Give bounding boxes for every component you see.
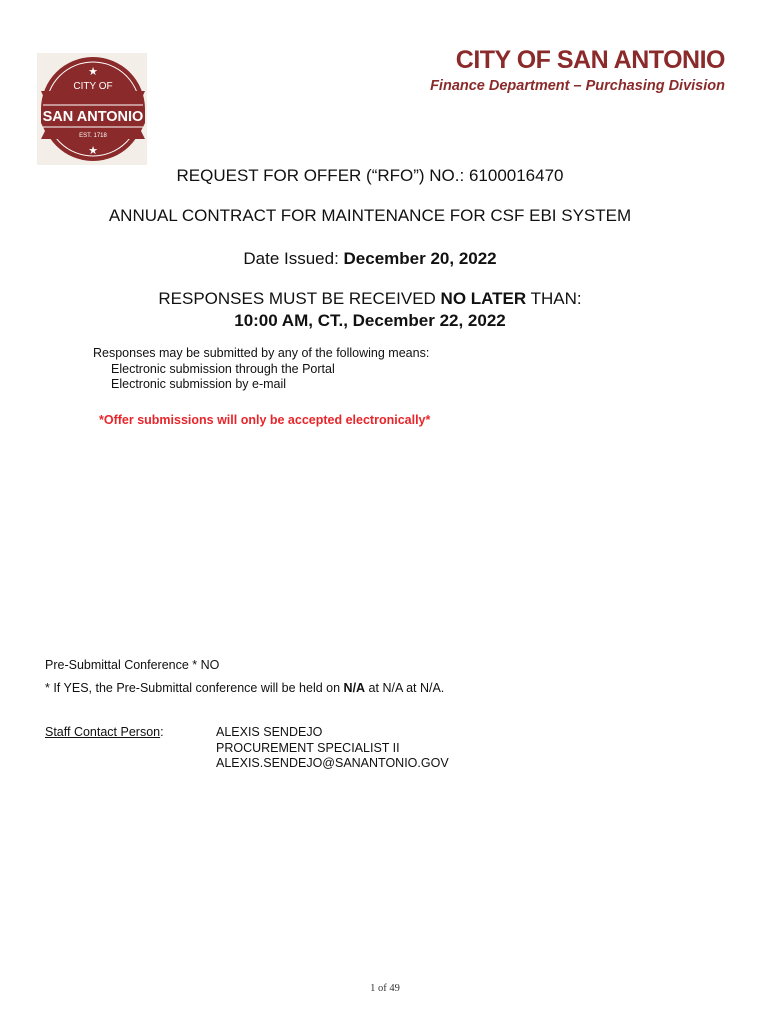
date-issued xyxy=(0,249,740,269)
date-value: December 20, 2022 xyxy=(343,249,497,268)
star-icon: ★ xyxy=(88,144,98,157)
contract-title: ANNUAL CONTRACT FOR MAINTENANCE FOR CSF EBI SYSTEM xyxy=(108,206,632,225)
submission-means xyxy=(93,346,429,393)
responses-deadline-heading xyxy=(0,289,740,309)
city-seal-logo xyxy=(37,53,147,165)
submission-method-email: Electronic submission by e-mail xyxy=(111,377,287,391)
responses-prefix: RESPONSES MUST BE RECEIVED xyxy=(158,289,441,308)
staff-contact-info xyxy=(216,725,449,772)
conference-date: N/A xyxy=(343,681,366,695)
conference-prefix: * If YES, the Pre-Submittal conference will be held on xyxy=(45,681,344,695)
organization-title: CITY OF SAN ANTONIO xyxy=(455,46,725,74)
contact-name: ALEXIS SENDEJO xyxy=(216,725,323,739)
rfo-number: REQUEST FOR OFFER (“RFO”) NO.: 6100016470 xyxy=(176,166,564,185)
conference-details xyxy=(45,681,444,695)
staff-contact-label-text: Staff Contact Person xyxy=(45,725,161,739)
logo-top-text: CITY OF xyxy=(73,81,113,92)
logo-main-text: SAN ANTONIO xyxy=(42,109,144,125)
conference-suffix: at N/A at N/A. xyxy=(365,681,445,695)
staff-contact-label xyxy=(45,725,164,739)
star-icon: ★ xyxy=(88,65,98,78)
responses-suffix: THAN: xyxy=(526,289,582,308)
contact-title: PROCUREMENT SPECIALIST II xyxy=(216,740,400,755)
division-subtitle: Finance Department – Purchasing Division xyxy=(430,78,725,94)
submission-intro: Responses may be submitted by any of the following means: xyxy=(93,346,430,360)
logo-est-text: EST. 1718 xyxy=(79,133,107,139)
page-number: 1 of 49 xyxy=(370,983,400,994)
responses-emphasis: NO LATER xyxy=(440,289,527,308)
date-label: Date Issued: xyxy=(243,249,344,268)
pre-submittal-conference: Pre-Submittal Conference * NO xyxy=(45,658,220,672)
electronic-only-notice: *Offer submissions will only be accepted electronically* xyxy=(99,413,431,427)
contact-email[interactable]: ALEXIS.SENDEJO@SANANTONIO.GOV xyxy=(216,756,449,770)
label-colon: : xyxy=(160,725,164,739)
deadline-datetime: 10:00 AM, CT., December 22, 2022 xyxy=(234,311,506,330)
submission-method-portal: Electronic submission through the Portal xyxy=(111,361,335,376)
